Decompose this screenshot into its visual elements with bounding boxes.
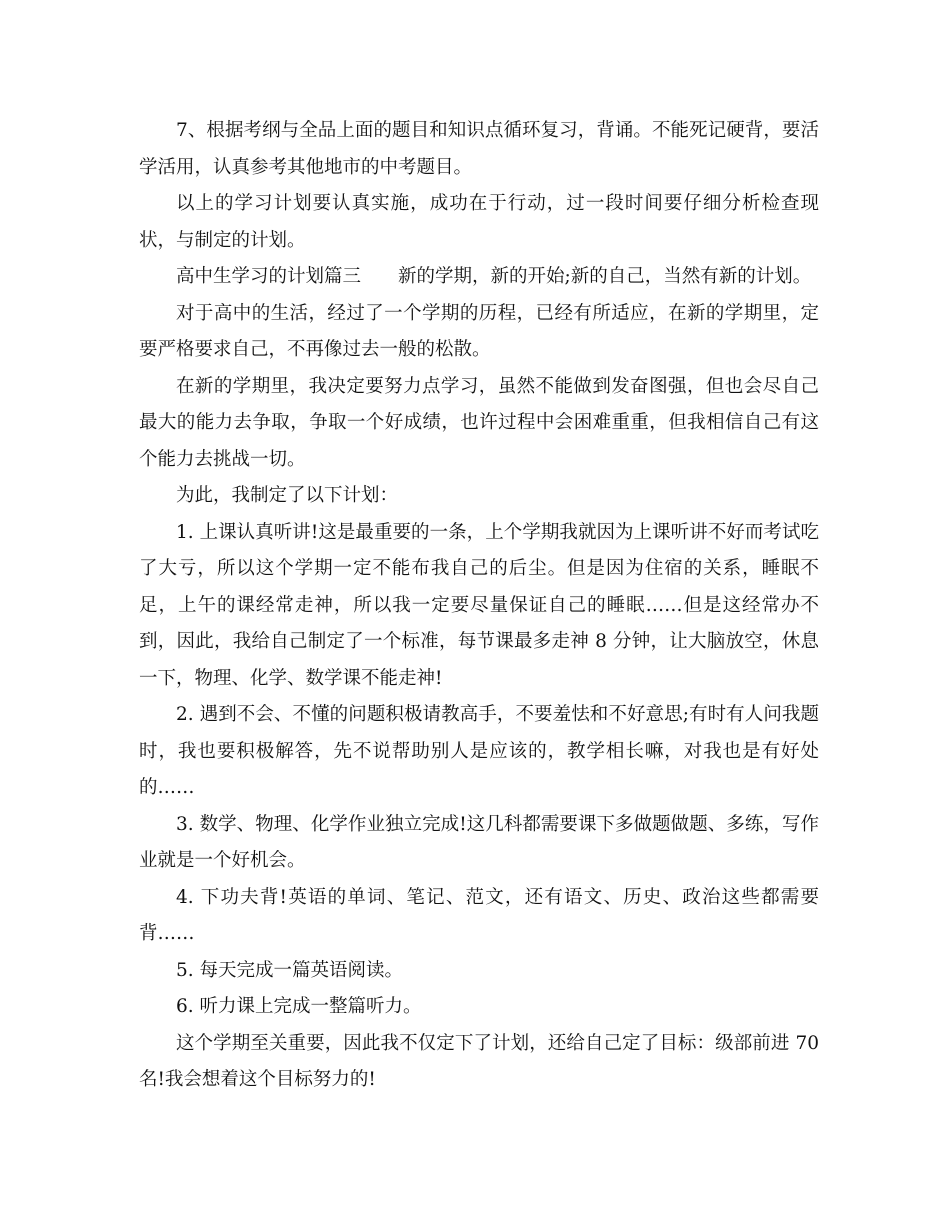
paragraph-high-school-life: 对于高中的生活，经过了一个学期的历程，已经有所适应，在新的学期里，定要严格要求自己，不再像过去一般的松散。 bbox=[139, 302, 819, 360]
paragraph-goal: 这个学期至关重要，因此我不仅定下了计划，还给自己定了目标：级部前进 70 名!我会想着这个目标努力的! bbox=[139, 1032, 819, 1090]
paragraph-plan-item-1: 1. 上课认真听讲!这是最重要的一条，上个学期我就因为上课听讲不好而考试吃了大亏，所以这个学期一定不能布我自己的后尘。但是因为住宿的关系，睡眠不足，上午的课经常走神，所以我一定要尽量保证自己的睡眠……但是这经常办不到，因此，我给自己制定了一个标准，每节课最多走神 8 分钟，让大脑放空，休息一下，物理、化学、数学课不能走神! bbox=[139, 521, 819, 689]
paragraph-implementation: 以上的学习计划要认真实施，成功在于行动，过一段时间要仔细分析检查现状，与制定的计划。 bbox=[139, 193, 819, 251]
paragraph-plan-intro: 为此，我制定了以下计划： bbox=[176, 485, 399, 506]
paragraph-new-semester: 在新的学期里，我决定要努力点学习，虽然不能做到发奋图强，但也会尽自己最大的能力去争取，争取一个好成绩，也许过程中会困难重重，但我相信自己有这个能力去挑战一切。 bbox=[139, 375, 819, 470]
paragraph-plan-item-3: 3. 数学、物理、化学作业独立完成!这几科都需要课下多做题做题、多练，写作业就是一个好机会。 bbox=[139, 813, 819, 871]
paragraph-plan-item-5: 5. 每天完成一篇英语阅读。 bbox=[176, 959, 404, 981]
paragraph-section-heading: 高中生学习的计划篇三 新的学期，新的开始;新的自己，当然有新的计划。 bbox=[176, 266, 812, 287]
paragraph-review-tip: 7、根据考纲与全品上面的题目和知识点循环复习，背诵。不能死记硬背，要活学活用，认真参考其他地市的中考题目。 bbox=[139, 120, 819, 178]
paragraph-plan-item-2: 2. 遇到不会、不懂的问题积极请教高手，不要羞怯和不好意思;有时有人问我题时，我也要积极解答，先不说帮助别人是应该的，教学相长嘛，对我也是有好处的…… bbox=[139, 704, 819, 798]
paragraph-plan-item-6: 6. 听力课上完成一整篇听力。 bbox=[176, 996, 422, 1017]
document-body bbox=[139, 113, 819, 1099]
paragraph-plan-item-4: 4. 下功夫背!英语的单词、笔记、范文，还有语文、历史、政治这些都需要背…… bbox=[139, 886, 819, 944]
